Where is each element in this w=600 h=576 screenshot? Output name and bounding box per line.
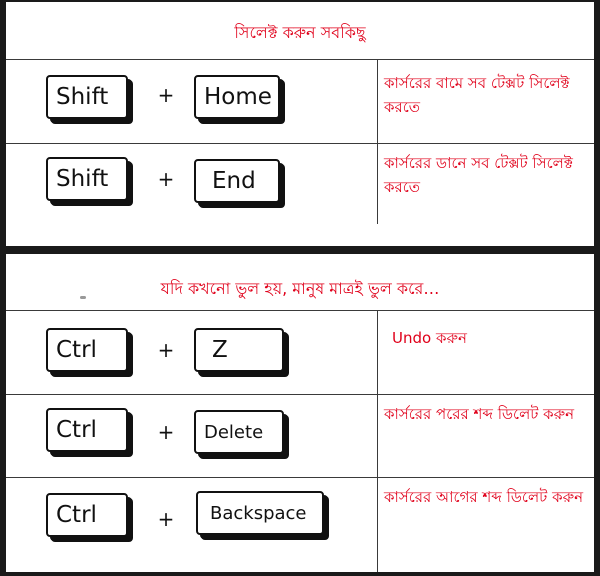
ctrl-key: Ctrl (46, 328, 128, 372)
plus-sign: + (157, 420, 175, 444)
shortcut-row (6, 143, 594, 227)
home-key: Home (194, 75, 280, 119)
shortcut-description: কার্সরের আগের শব্দ ডিলেট করুন (384, 488, 584, 506)
undo-panel (6, 254, 594, 572)
delete-key: Delete (194, 410, 284, 454)
shortcut-description: Undo করুন (392, 329, 467, 347)
end-key: End (194, 159, 280, 203)
plus-sign: + (157, 83, 175, 107)
plus-sign: + (157, 338, 175, 362)
plus-sign: + (157, 167, 175, 191)
shift-key: Shift (46, 157, 128, 201)
plus-sign: + (157, 507, 175, 531)
panel-title: সিলেক্ট করুন সবকিছু (234, 23, 366, 42)
shortcut-row (6, 310, 594, 394)
shortcut-row (6, 477, 594, 572)
shortcut-description: কার্সরের বামে সব টেক্সট সিলেক্ট করতে (384, 74, 570, 116)
z-key: Z (194, 328, 284, 372)
shortcut-description: কার্সরের পরের শব্দ ডিলেট করুন (384, 405, 575, 423)
panel-title: যদি কখনো ভুল হয়, মানুষ মাত্রই ভুল করে… (160, 279, 440, 298)
shift-key: Shift (46, 75, 128, 119)
shortcut-row (6, 394, 594, 478)
ctrl-key: Ctrl (46, 493, 128, 537)
shortcut-row (6, 59, 594, 143)
select-all-panel (6, 2, 594, 246)
ctrl-key: Ctrl (46, 408, 128, 452)
shortcut-description: কার্সরের ডানে সব টেক্সট সিলেক্ট করতে (384, 154, 573, 196)
backspace-key: Backspace (196, 491, 324, 535)
